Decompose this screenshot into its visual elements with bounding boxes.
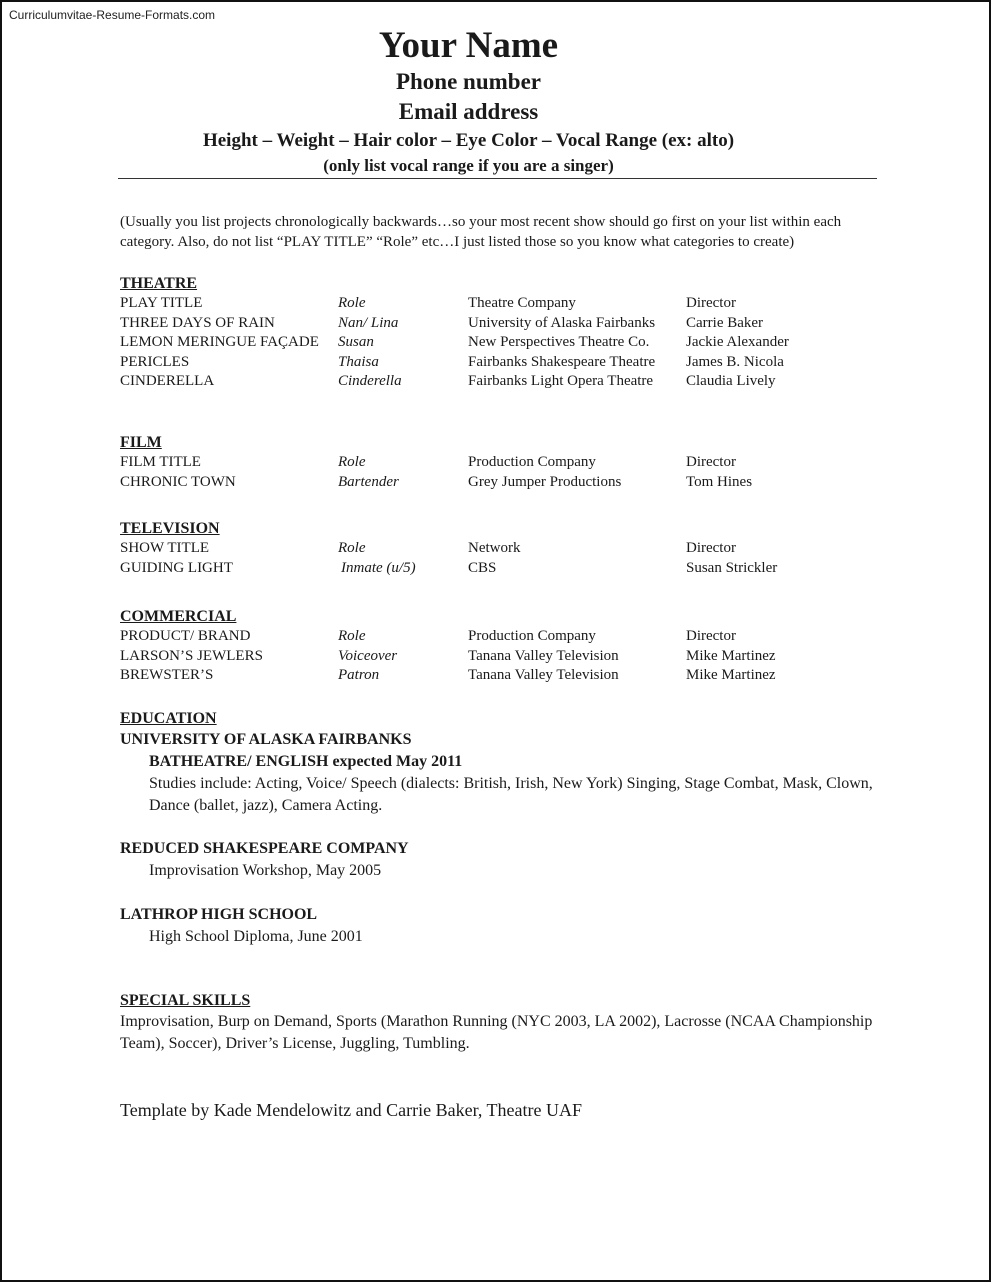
credit-row (120, 372, 880, 392)
credit-role: Role (338, 540, 366, 556)
credit-row (120, 627, 880, 647)
commercial-section (120, 607, 880, 686)
credit-title: FILM TITLE (120, 454, 201, 470)
credit-title: PERICLES (120, 353, 190, 370)
credit-title: PRODUCT/ BRAND (120, 628, 251, 644)
education-entry (120, 904, 880, 948)
school-name: REDUCED SHAKESPEARE COMPANY (120, 840, 409, 857)
template-credit: Template by Kade Mendelowitz and Carrie Baker, Theatre UAF (120, 1100, 583, 1120)
credit-row (120, 333, 880, 353)
education-detail: High School Diploma, June 2001 (149, 928, 363, 945)
intro-note: (Usually you list projects chronologically backwards…so your most recent show should go first on your list within each category. Also, do not list “PLAY TITLE” “Role” etc…I just listed those so you know what categories to create) (120, 214, 842, 250)
section-title: TELEVISION (120, 520, 220, 537)
credit-title: LARSON’S JEWLERS (120, 647, 263, 664)
credit-row (120, 353, 880, 373)
education-detail: Studies include: Acting, Voice/ Speech (dialects: British, Irish, New York) Singing, Stage Combat, Mask, Clown, Dance (ballet, jazz), Camera Acting. (149, 775, 873, 814)
watermark: Curriculumvitae-Resume-Formats.com (9, 8, 216, 22)
credit-role: Bartender (338, 473, 399, 490)
credit-role: Role (338, 454, 366, 470)
resume-name: Your Name (378, 25, 559, 66)
skills-text: Improvisation, Burp on Demand, Sports (Marathon Running (NYC 2003, LA 2002), Lacrosse (NCAA Championship Team), Soccer), Driver’s License, Juggling, Tumbling. (120, 1013, 873, 1052)
physical-stats: Height – Weight – Hair color – Eye Color – Vocal Range (ex: alto) (202, 130, 735, 151)
credit-company: Fairbanks Shakespeare Theatre (468, 353, 656, 370)
credit-row (120, 647, 880, 667)
credit-role: Susan (338, 334, 374, 351)
credit-title: GUIDING LIGHT (120, 559, 233, 576)
credit-company: Tanana Valley Television (468, 647, 619, 664)
credit-director: Mike Martinez (686, 667, 776, 684)
credit-title: CHRONIC TOWN (120, 473, 236, 490)
credit-title: SHOW TITLE (120, 540, 210, 556)
phone-number: Phone number (395, 69, 542, 94)
film-section (120, 433, 880, 492)
credit-director: Carrie Baker (686, 314, 764, 331)
credit-title: LEMON MERINGUE FAÇADE (120, 334, 319, 351)
education-entry (120, 838, 880, 882)
credit-company: Tanana Valley Television (468, 667, 619, 684)
credit-director: James B. Nicola (686, 353, 784, 370)
skills-section (120, 991, 880, 1055)
credit-company: Production Company (468, 454, 596, 470)
credit-director: Mike Martinez (686, 647, 776, 664)
credit-row (120, 473, 880, 493)
credit-director: Tom Hines (686, 473, 753, 490)
credit-company: Production Company (468, 628, 596, 644)
section-title: THEATRE (120, 275, 198, 292)
credit-director: Susan Strickler (686, 559, 778, 576)
credit-role: Patron (338, 667, 380, 684)
credit-director: Jackie Alexander (686, 334, 789, 351)
credit-row (120, 453, 880, 473)
credit-company: Grey Jumper Productions (468, 473, 622, 490)
credit-company: Network (468, 540, 521, 556)
credit-role: Role (338, 628, 366, 644)
credit-role: Thaisa (338, 353, 379, 370)
degree: BATHEATRE/ ENGLISH expected May 2011 (149, 753, 463, 770)
credit-title: THREE DAYS OF RAIN (120, 314, 275, 331)
section-title: COMMERCIAL (120, 608, 237, 625)
credit-row (120, 559, 880, 579)
credit-row (120, 539, 880, 559)
credit-row (120, 314, 880, 334)
credit-role: Role (338, 295, 366, 311)
credit-role: Inmate (u/5) (341, 559, 416, 576)
section-title: FILM (120, 434, 162, 451)
credit-director: Director (686, 540, 736, 556)
header-divider (118, 178, 877, 179)
credit-director: Director (686, 628, 736, 644)
school-name: LATHROP HIGH SCHOOL (120, 906, 318, 923)
credit-company: Fairbanks Light Opera Theatre (468, 373, 654, 390)
credit-title: PLAY TITLE (120, 295, 203, 311)
credit-director: Claudia Lively (686, 373, 776, 390)
credit-row (120, 294, 880, 314)
credit-company: New Perspectives Theatre Co. (468, 334, 650, 351)
section-title: SPECIAL SKILLS (120, 992, 251, 1009)
stats-note: (only list vocal range if you are a singer) (323, 156, 614, 175)
theatre-section (120, 274, 880, 392)
credit-title: CINDERELLA (120, 373, 215, 390)
credit-role: Voiceover (338, 647, 398, 664)
credit-company: CBS (468, 559, 497, 576)
education-section (120, 709, 880, 816)
credit-director: Director (686, 295, 736, 311)
credit-row (120, 666, 880, 686)
education-detail: Improvisation Workshop, May 2005 (149, 862, 382, 879)
credit-role: Cinderella (338, 373, 402, 390)
section-title: EDUCATION (120, 710, 217, 727)
credit-company: Theatre Company (468, 295, 576, 311)
email-address: Email address (398, 99, 539, 124)
credit-company: University of Alaska Fairbanks (468, 314, 656, 331)
credit-director: Director (686, 454, 736, 470)
credit-role: Nan/ Lina (338, 314, 399, 331)
television-section (120, 519, 880, 578)
credit-title: BREWSTER’S (120, 667, 214, 684)
school-name: UNIVERSITY OF ALASKA FAIRBANKS (120, 731, 412, 748)
